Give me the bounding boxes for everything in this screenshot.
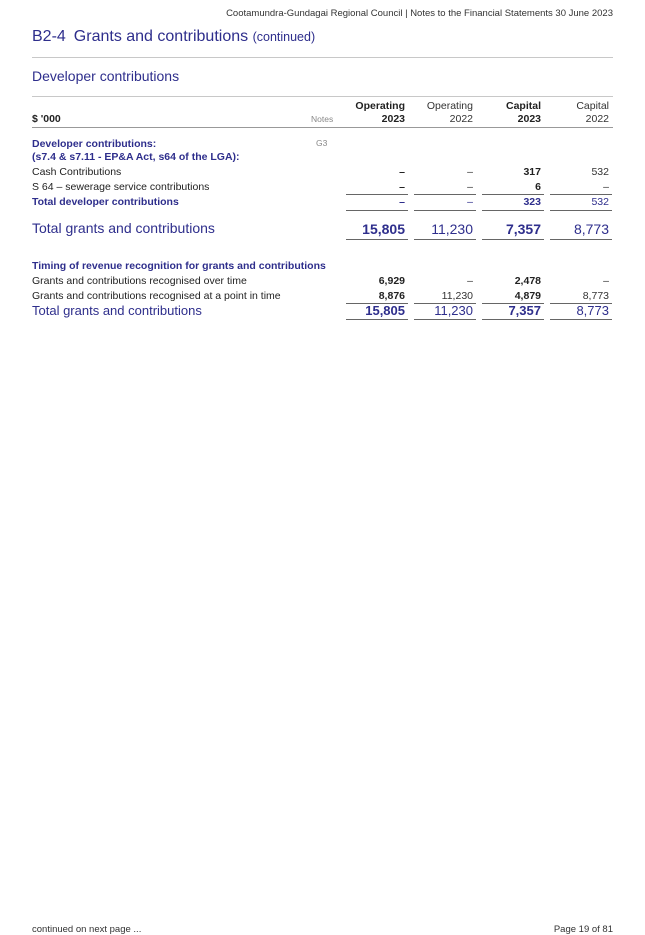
- cell-value: –: [467, 275, 473, 287]
- cell-value: 7,357: [505, 221, 541, 237]
- total-rule: [482, 210, 544, 211]
- col-header-capital-2022: Capital 2022: [576, 100, 609, 125]
- dev-heading: Developer contributions:: [32, 138, 157, 150]
- header-rule: [32, 127, 613, 128]
- timing-heading: Timing of revenue recognition for grants and contributions: [32, 260, 326, 272]
- subtotal-rule: [482, 194, 544, 195]
- section-name: Grants and contributions: [73, 28, 249, 45]
- total-rule: [414, 239, 476, 240]
- total-rule: [414, 319, 476, 320]
- subtotal-rule: [346, 194, 408, 195]
- total-rule: [346, 319, 408, 320]
- cell-value: 7,357: [508, 303, 541, 318]
- cell-value: 4,879: [514, 290, 541, 302]
- continued-label: (continued): [252, 30, 316, 44]
- note-ref: G3: [316, 138, 328, 148]
- cell-value: 6: [535, 181, 541, 193]
- cell-value: 11,230: [434, 303, 473, 318]
- total-rule: [482, 319, 544, 320]
- cell-value: –: [467, 166, 473, 178]
- cell-value: 6,929: [378, 275, 405, 287]
- row-label: Grants and contributions recognised at a point in time: [32, 290, 281, 302]
- cell-value: –: [467, 181, 473, 193]
- dev-total-label: Total developer contributions: [32, 196, 179, 208]
- divider: [32, 96, 613, 97]
- cell-value: –: [603, 275, 609, 287]
- subsection-title: Developer contributions: [32, 68, 180, 84]
- cell-value: 15,805: [365, 303, 405, 318]
- row-label: Cash Contributions: [32, 166, 122, 178]
- row-label: Grants and contributions recognised over time: [32, 275, 247, 287]
- col-header-capital-2023: Capital 2023: [505, 100, 541, 125]
- total-rule: [346, 210, 408, 211]
- section-title: [32, 28, 315, 46]
- cell-value: 15,805: [362, 221, 405, 237]
- cell-value: 8,773: [582, 290, 609, 302]
- cell-value: –: [399, 181, 405, 193]
- cell-value: 8,773: [573, 221, 609, 237]
- running-header: Cootamundra-Gundagai Regional Council | Notes to the Financial Statements 30 June 2023: [226, 8, 613, 19]
- total-rule: [550, 210, 612, 211]
- cell-value: 317: [523, 166, 541, 178]
- units-label: $ '000: [32, 113, 61, 125]
- cell-value: 532: [591, 166, 609, 178]
- cell-value: 532: [591, 196, 609, 208]
- total-rule: [550, 239, 612, 240]
- total-rule: [346, 239, 408, 240]
- cell-value: 11,230: [441, 290, 473, 302]
- cell-value: 8,773: [576, 303, 609, 318]
- total-rule: [414, 210, 476, 211]
- subtotal-rule: [550, 194, 612, 195]
- cell-value: –: [467, 196, 473, 208]
- col-header-operating-2022: Operating 2022: [426, 100, 473, 125]
- page-number: Page 19 of 81: [553, 924, 613, 935]
- notes-header: Notes: [311, 114, 334, 124]
- col-header-operating-2023: Operating 2023: [355, 100, 405, 125]
- divider: [32, 57, 613, 58]
- cell-value: 2,478: [514, 275, 541, 287]
- subtotal-rule: [414, 194, 476, 195]
- continued-footer: continued on next page ...: [32, 924, 142, 935]
- total-rule: [482, 239, 544, 240]
- cell-value: –: [399, 166, 405, 178]
- cell-value: 323: [523, 196, 541, 208]
- grand-total-label: Total grants and contributions: [32, 220, 215, 236]
- timing-total-label: Total grants and contributions: [32, 303, 202, 318]
- cell-value: –: [399, 196, 405, 208]
- cell-value: 8,876: [378, 290, 405, 302]
- cell-value: 11,230: [431, 221, 473, 237]
- row-label: S 64 – sewerage service contributions: [32, 181, 210, 193]
- total-rule: [550, 319, 612, 320]
- cell-value: –: [603, 181, 609, 193]
- section-number: B2-4: [32, 28, 66, 45]
- dev-subheading: (s7.4 & s7.11 - EP&A Act, s64 of the LGA):: [32, 151, 240, 163]
